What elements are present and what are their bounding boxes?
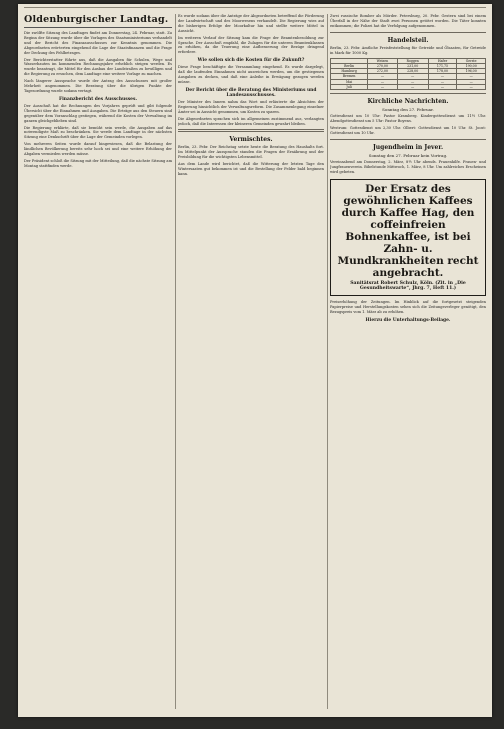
- table-cell: Berlin: [331, 63, 368, 68]
- table-cell: 171,75: [428, 63, 457, 68]
- table-cell: —: [397, 79, 428, 84]
- table-cell: —: [428, 79, 457, 84]
- market-table: [330, 58, 486, 91]
- newspaper-page: [18, 4, 492, 717]
- table-cell: —: [428, 74, 457, 79]
- table-cell: —: [397, 85, 428, 90]
- table-header-cell: Hafer: [428, 58, 457, 63]
- date-line: Sonntag den 27. Februar.: [382, 107, 434, 113]
- table-header-cell: Weizen: [368, 58, 397, 63]
- table-row: [331, 85, 486, 90]
- section-headline: Kirchliche Nachrichten.: [367, 98, 449, 106]
- article-paragraph: Der Ausschuß hat die Rechnungen des Vorjahres geprüft und gibt folgende Übersicht über die Einnahmen und Ausgaben. Die Erträge aus den Steuern sind gegenüber dem Voranschlag gestiegen, während die Kosten der Verwaltung im ganzen gleichgeblieben sind.: [24, 103, 172, 123]
- section-headline: Handelsteil.: [387, 36, 429, 44]
- table-cell: 270,00: [368, 63, 397, 68]
- article-paragraph: Preiserhöhung der Zeitungen. Im Hinblick auf die fortgesetzt steigenden Papierpreise und Herstellungskosten sehen sich die Zeitungsverleger genötigt, den Bezugspreis vom 1. März ab zu erhöhen.: [330, 299, 486, 314]
- article-paragraph: Berlin, 23. Febr. Amtliche Preisfeststellung für Getreide und Ölsaaten, für Getreide in Mark für 1000 Kg.: [330, 45, 486, 55]
- article-paragraph: Gottesdienst um 10 Uhr: Pastor Kramberg. Kindergottesdienst um 11½ Uhr. Abendgottesdienst um 5 Uhr: Pastor Boyens.: [330, 114, 486, 124]
- table-header-cell: Roggen: [397, 58, 428, 63]
- table-cell: 228,00: [397, 69, 428, 74]
- article-paragraph: Nach längerer Aussprache wurde der Antrag des Ausschusses mit großer Mehrheit angenommen. Die Beratung über die übrigen Punkte der Tagesordnung wurde sodann vertagt.: [24, 79, 172, 93]
- article-paragraph: Zwei russische Bomber als Mörder. Petersburg, 20. Febr. Gestern sind bei einem Überfall in der Nähe der Stadt zwei Personen getötet worden. Die Täter konnten entkommen; die Polizei hat die Verfolgung aufgenommen.: [330, 14, 486, 28]
- section-divider: [330, 93, 486, 94]
- section-divider: [330, 139, 486, 140]
- advertisement-box: [330, 179, 486, 296]
- table-cell: 190,00: [457, 63, 486, 68]
- article-paragraph: Vereinsabend am Donnerstag, 2. März, 8½ Uhr abends. Frauenhilfe. Frauen- und Jungfrauenverein. Bibelstunde Mittwoch, 1. März, 8 Uhr. Um zahlreiches Erscheinen wird gebeten.: [330, 159, 486, 174]
- article-paragraph: Die zwölfte Sitzung des Landtages findet am Donnerstag, 24. Februar, statt. Zu Beginn der Sitzung wurde über die Vorlagen des Staatsministeriums verhandelt und der Bericht des Finanzausschusses zur Kenntnis genommen. Die Abgeordneten erörterten eingehend die Lage der Staatsfinanzen und die Frage der Deckung des Fehlbetrages.: [24, 31, 172, 55]
- article-paragraph: Westrum: Gottesdienst um 2,30 Uhr. Olbert: Gottesdienst um 10 Uhr. St. Joost: Gottesdienst um 10 Uhr.: [330, 126, 486, 136]
- table-cell: —: [457, 79, 486, 84]
- article-subhead: Wie sollen sich die Kosten für die Zukunft?: [197, 58, 305, 64]
- table-cell: Juli: [331, 85, 368, 90]
- column-rule: [327, 14, 328, 709]
- article-subhead: Finanzbericht des Ausschusses.: [59, 96, 137, 102]
- supplement-note: Hierzu die Unterhaltungs-Beilage.: [365, 317, 451, 323]
- column-left: [24, 14, 172, 709]
- article-paragraph: Berlin, 23. Febr. Der Reichstag setzte heute die Beratung des Haushalts fort. Im Mittelpunkt der Aussprache standen die Fragen der Ernährung und der Preisbildung für die wichtigsten Lebensmittel.: [178, 145, 324, 160]
- article-paragraph: Es wurde sodann über die Anträge der Abgeordneten betreffend die Förderung der Landwirtschaft und des Moorwesens verhandelt. Die Regierung wies auf die bisherigen Erfolge der Moorkultur hin und stellte weitere Mittel in Aussicht.: [178, 14, 324, 33]
- article-paragraph: Die Abgeordneten sprachen sich im allgemeinen zustimmend aus, verlangten jedoch, daß die Interessen der kleineren Gemeinden gewahrt bleiben.: [178, 116, 324, 126]
- date-line: Sonntag den 27. Februar kein Vortrag.: [368, 152, 448, 158]
- column-rule: [175, 14, 176, 709]
- article-paragraph: Von mehreren Seiten wurde darauf hingewiesen, daß die Belastung der ländlichen Bevölkerung bereits sehr hoch sei und eine weitere Erhöhung der Abgaben vermieden werden müsse.: [24, 142, 172, 157]
- table-header-cell: Gerste: [457, 58, 486, 63]
- section-headline: Jugendheim in Jever.: [372, 143, 444, 151]
- column-right: [330, 14, 486, 709]
- ad-headline: Der Ersatz des gewöhnlichen Kaffees durch Kaffee Hag, den coffeinfreien Bohnenkaffee, ist bei Zahn- u. Mundkrankheiten recht angebracht.: [337, 182, 479, 279]
- table-cell: —: [457, 74, 486, 79]
- ad-subline: Sanitätsrat Robert Schulz, Köln. (Zit. in „Die Gesundheitswarte“, Jhrg. 7, Heft 11.): [350, 280, 466, 292]
- article-paragraph: Aus dem Lande wird berichtet, daß die Witterung der letzten Tage den Wintersaaten gut bekommen ist und die Bestellung der Felder bald beginnen kann.: [178, 162, 324, 176]
- table-cell: —: [457, 85, 486, 90]
- article-paragraph: Im weiteren Verlauf der Sitzung kam die Frage der Beamtenbesoldung zur Sprache. Der Ausschuß empfahl, die Zulagen für die unteren Beamtenklassen zu erhöhen, da die Teuerung eine Aufbesserung der Bezüge dringend erfordere.: [178, 35, 324, 55]
- section-headline: Oldenburgischer Landtag.: [24, 14, 172, 28]
- article-subhead: Der Bericht über die Beratung des Ministeriums und Landesausschusses.: [185, 87, 317, 98]
- article-paragraph: Der Minister des Innern nahm das Wort und erläuterte die Absichten der Regierung hinsichtlich der Verwaltungsreform. Die Zusammenlegung einzelner Ämter sei in Aussicht genommen, um Kosten zu sparen.: [178, 99, 324, 114]
- article-paragraph: Diese Frage beschäftigte die Versammlung eingehend. Es wurde dargelegt, daß die laufenden Einnahmen nicht ausreichen werden, um die gestiegenen Ausgaben zu decken, und daß eine Anleihe in Erwägung gezogen werden müsse.: [178, 65, 324, 84]
- table-cell: Mai: [331, 79, 368, 84]
- table-cell: —: [368, 85, 397, 90]
- table-cell: 196,00: [457, 69, 486, 74]
- table-cell: 178,00: [428, 69, 457, 74]
- section-headline: Vermischtes.: [229, 136, 273, 144]
- section-divider: [178, 129, 324, 132]
- article-paragraph: Die Regierung erklärte, daß sie bemüht sein werde, die Ausgaben auf das notwendigste Maß zu beschränken. Sie werde dem Landtage in der nächsten Sitzung eine Denkschrift über die Lage der Gemeinden vorlegen.: [24, 125, 172, 140]
- table-cell: —: [428, 85, 457, 90]
- table-cell: 272,00: [368, 69, 397, 74]
- column-middle: [178, 14, 324, 709]
- table-cell: 231,00: [397, 63, 428, 68]
- top-rule: [24, 7, 486, 8]
- article-paragraph: Der Berichterstatter führte aus, daß die Ausgaben für Schulen, Wege und Wasserbauten im kommenden Rechnungsjahre erheblich steigen werden. Es wurde beantragt, die Mittel für den Ausbau der Landstraßen zu bewilligen und die Regierung zu ersuchen, dem Landtage eine weitere Vorlage zu machen.: [24, 57, 172, 77]
- table-cell: Hamburg: [331, 69, 368, 74]
- table-cell: —: [397, 74, 428, 79]
- table-cell: —: [368, 79, 397, 84]
- article-paragraph: Der Präsident schloß die Sitzung mit der Mitteilung, daß die nächste Sitzung am Montag stattfinden werde.: [24, 158, 172, 168]
- section-divider: [330, 32, 486, 33]
- table-cell: —: [368, 74, 397, 79]
- table-cell: Bremen: [331, 74, 368, 79]
